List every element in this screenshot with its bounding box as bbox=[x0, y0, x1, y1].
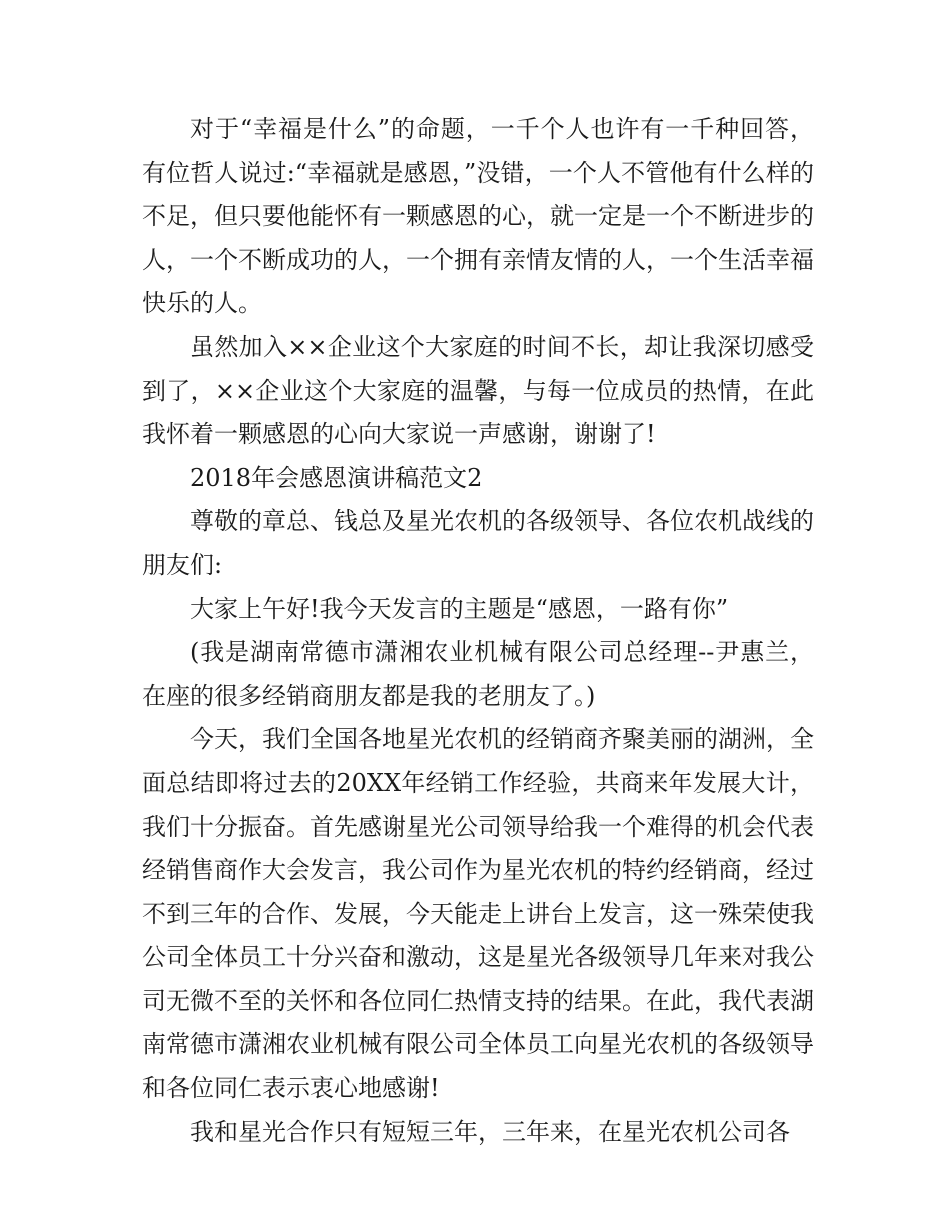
paragraph-cooperation: 我和星光合作只有短短三年，三年来，在星光农机公司各 bbox=[190, 1117, 790, 1146]
paragraph-gratitude: 虽然加入××企业这个大家庭的时间不长，却让我深切感受到了，××企业这个大家庭的温馨，与每一位成员的热情，在此我怀着一颗感恩的心向大家说一声感谢，谢谢了! bbox=[142, 332, 814, 449]
paragraph-thanks: 今天，我们全国各地星光农机的经销商齐聚美丽的湖洲，全面总结即将过去的20XX年经销工作经验，共商来年发展大计，我们十分振奋。首先感谢星光公司领导给我一个难得的机会代表经销售商作大会发言，我公司作为星光农机的特约经销商，经过不到三年的合作、发展，今天能走上讲台上发言，这一殊荣使我公司全体员工十分兴奋和激动，这是星光各级领导几年来对我公司无微不至的关怀和各位同仁热情支持的结果。在此，我代表湖南常德市潇湘农业机械有限公司全体员工向星光农机的各级领导和各位同仁表示衷心地感谢! bbox=[142, 725, 814, 1103]
document-body bbox=[142, 108, 814, 1154]
paragraph-introduction: (我是湖南常德市潇湘农业机械有限公司总经理--尹惠兰，在座的很多经销商朋友都是我的老朋友了。) bbox=[142, 638, 814, 710]
section-title: 2018年会感恩演讲稿范文2 bbox=[190, 463, 483, 492]
paragraph-salutation: 尊敬的章总、钱总及星光农机的各级领导、各位农机战线的朋友们: bbox=[142, 507, 814, 579]
paragraph-happiness: 对于“幸福是什么”的命题，一千个人也许有一千种回答，有位哲人说过:“幸福就是感恩，”没错，一个人不管他有什么样的不足，但只要他能怀有一颗感恩的心，就一定是一个不断进步的人，一个不断成功的人，一个拥有亲情友情的人，一个生活幸福快乐的人。 bbox=[142, 115, 814, 318]
paragraph-greeting: 大家上午好!我今天发言的主题是“感恩，一路有你” bbox=[190, 594, 729, 623]
